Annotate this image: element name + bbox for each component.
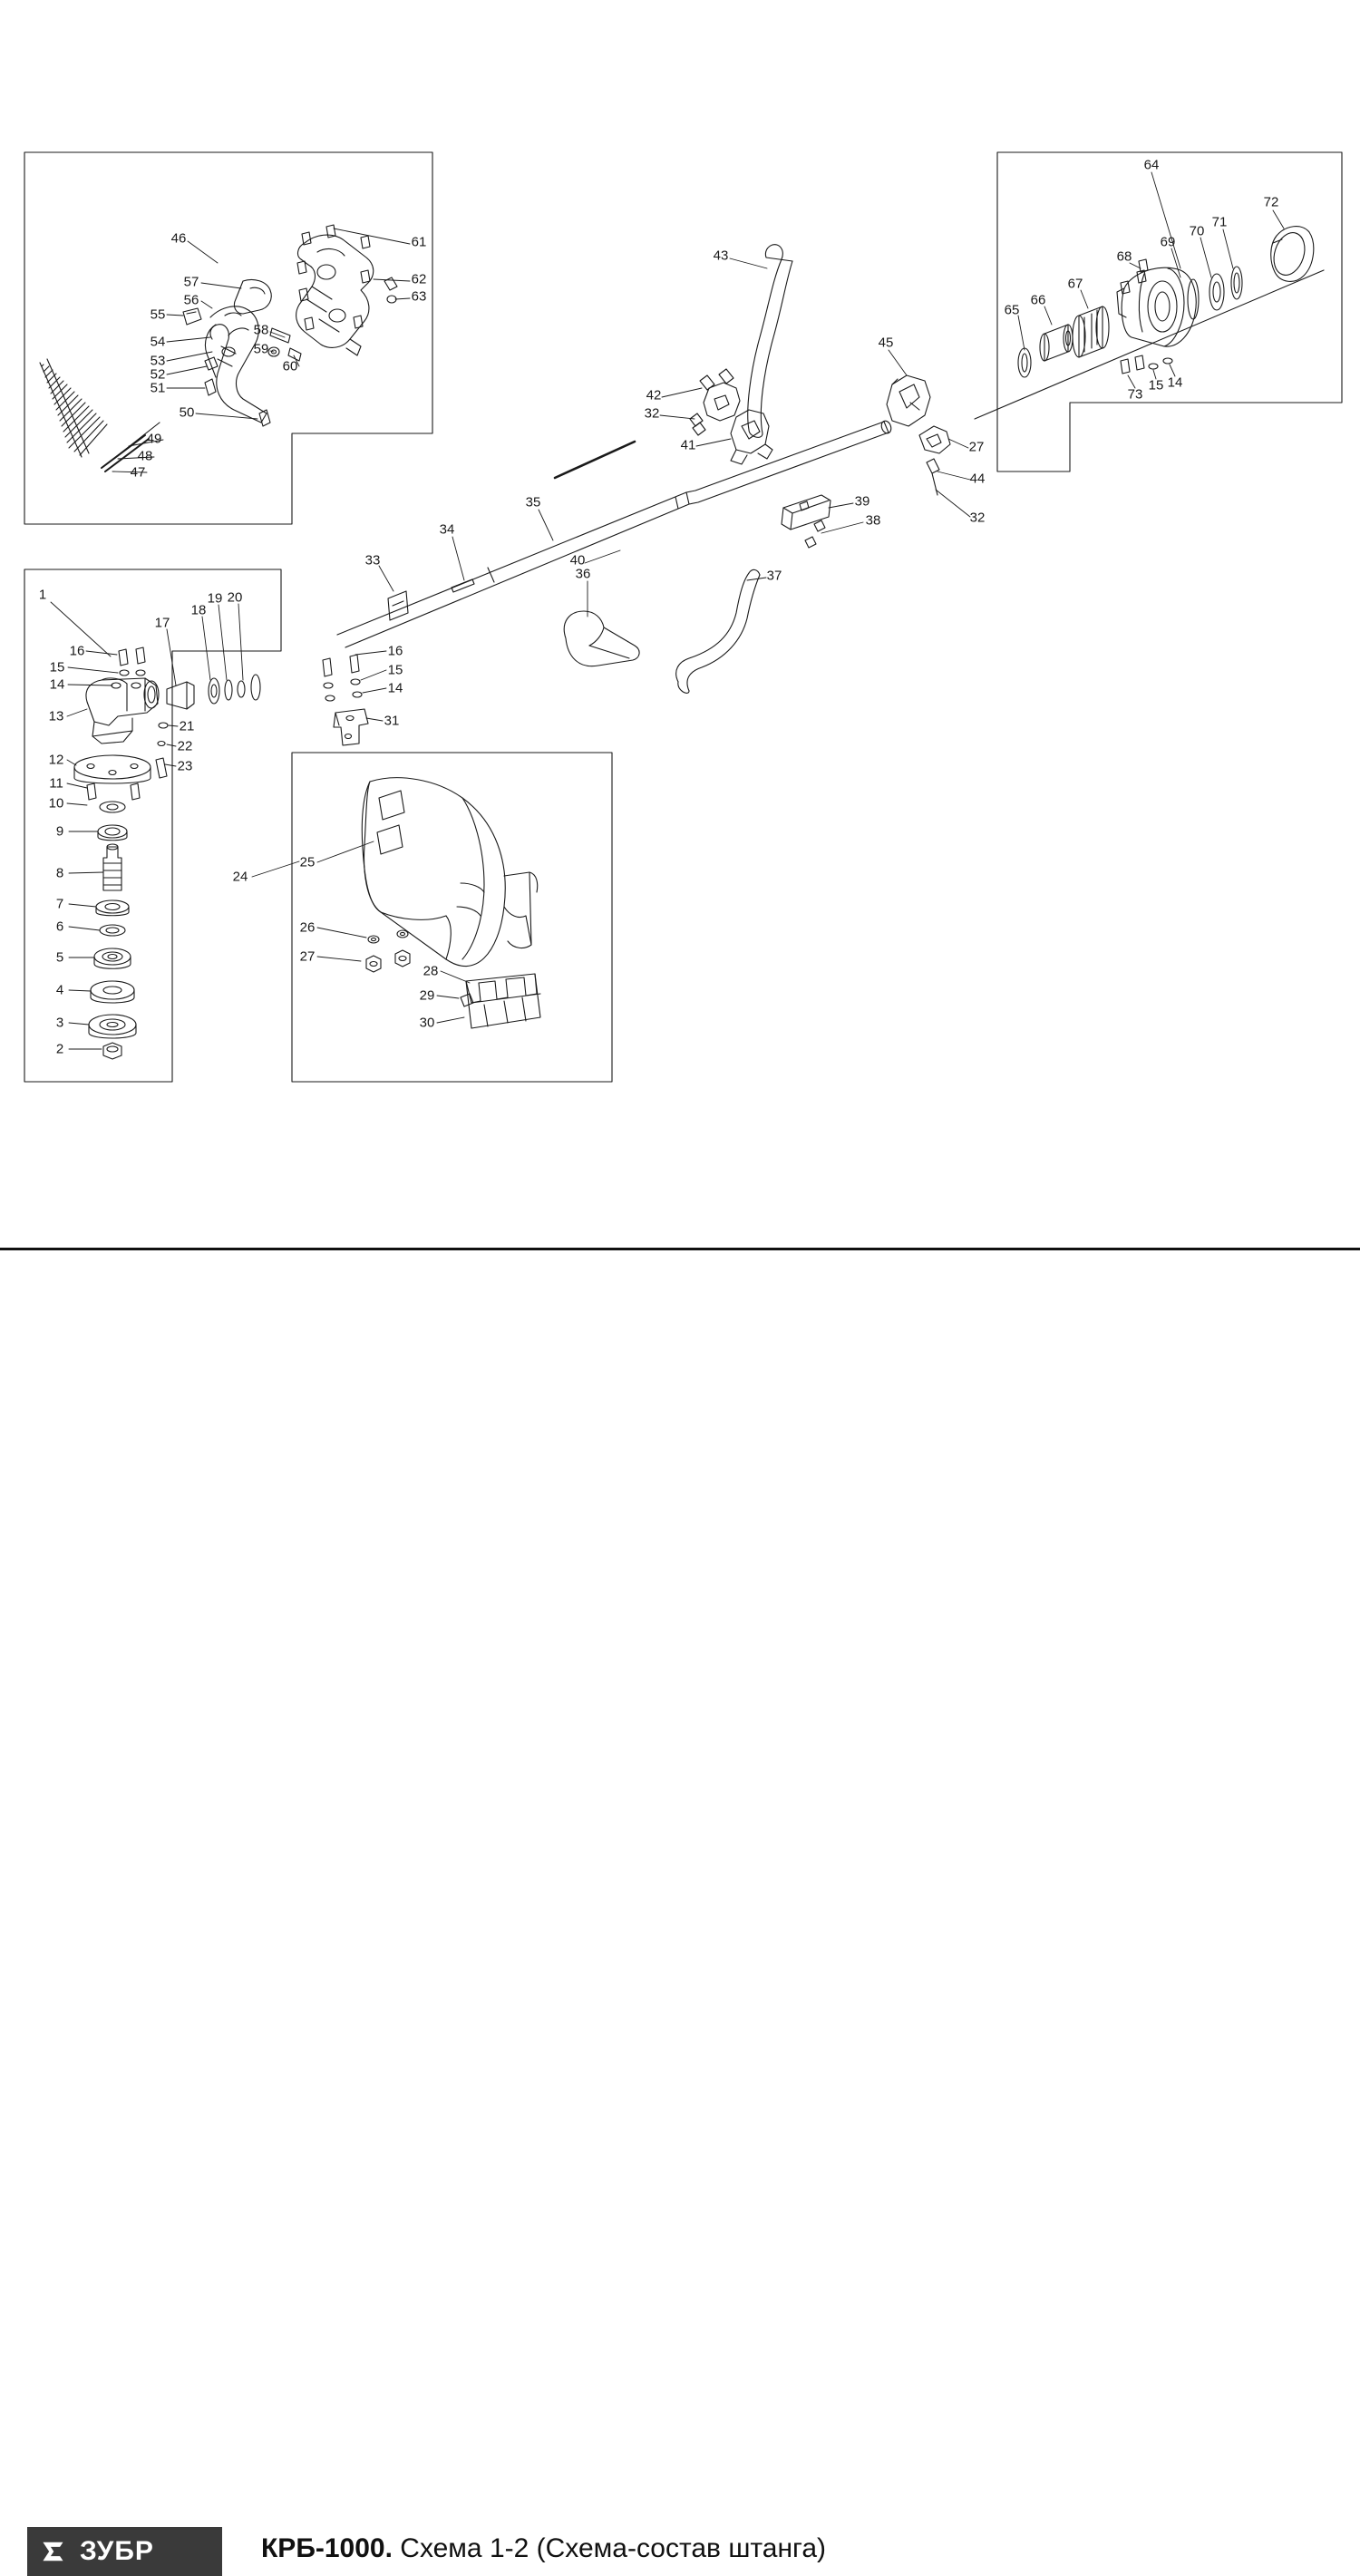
callout-number-24: 24 — [232, 869, 248, 885]
callout-number-68: 68 — [1116, 248, 1132, 265]
shaft-collar-33 — [388, 591, 408, 620]
guard-fasteners-26-27 — [366, 930, 410, 972]
bracket-31 — [334, 709, 368, 745]
callout-number-37: 37 — [766, 568, 782, 584]
shaft-inner-rod — [452, 579, 474, 592]
shaft-8 — [103, 844, 121, 890]
callout-number-67: 67 — [1067, 276, 1083, 292]
handlebar-clamp-41 — [731, 410, 772, 464]
pins-21-22-23 — [156, 723, 168, 778]
callout-number-20: 20 — [227, 589, 243, 606]
callout-number-16a: 16 — [69, 643, 85, 659]
callout-number-59: 59 — [253, 341, 269, 357]
washer-6 — [100, 925, 125, 936]
callout-number-65: 65 — [1004, 302, 1020, 318]
handlebar-37 — [676, 569, 760, 693]
grip-36 — [564, 611, 639, 666]
spring-49 — [40, 359, 107, 457]
washer-19 — [225, 680, 232, 700]
sleeve-66 — [1040, 325, 1073, 361]
callout-number-9: 9 — [55, 823, 64, 840]
callout-number-3: 3 — [55, 1015, 64, 1031]
model-number: КРБ-1000. — [261, 2533, 393, 2563]
gearbox-housing-13 — [86, 678, 159, 744]
callout-number-14a: 14 — [49, 676, 65, 693]
callout-number-33: 33 — [364, 552, 381, 569]
callout-number-10: 10 — [48, 795, 64, 812]
washer-18 — [209, 678, 219, 704]
callout-number-19: 19 — [207, 590, 223, 607]
callout-number-5: 5 — [55, 949, 64, 966]
fasteners-14-16-right — [323, 655, 362, 701]
shaft-line-right — [975, 270, 1324, 419]
callout-number-73: 73 — [1127, 386, 1143, 403]
callout-number-12: 12 — [48, 752, 64, 768]
callout-number-41: 41 — [680, 437, 696, 453]
washer-20 — [238, 675, 260, 700]
callout-number-30: 30 — [419, 1015, 435, 1031]
bearing-70 — [1209, 274, 1224, 310]
callout-number-69: 69 — [1160, 234, 1176, 250]
brand-logo — [27, 2527, 222, 2576]
callout-number-23: 23 — [177, 758, 193, 774]
plate-3 — [89, 1015, 136, 1038]
nut-2 — [103, 1043, 121, 1059]
callout-number-1: 1 — [38, 587, 47, 603]
callout-number-14b: 14 — [387, 680, 403, 696]
brand-name: ЗУБР — [80, 2536, 154, 2566]
callout-number-57: 57 — [183, 274, 199, 290]
coupling-half-27 — [919, 426, 950, 453]
plate-4 — [91, 981, 134, 1003]
fasteners-73-15-14 — [1121, 355, 1172, 374]
callout-number-53: 53 — [150, 353, 166, 369]
screw-29 — [461, 994, 473, 1006]
trigger-57 — [234, 279, 271, 314]
callout-number-18: 18 — [190, 602, 207, 618]
callout-number-32b: 32 — [969, 510, 986, 526]
callout-number-27b: 27 — [968, 439, 985, 455]
callout-number-63: 63 — [411, 288, 427, 305]
callout-number-61: 61 — [411, 234, 427, 250]
callout-number-52: 52 — [150, 366, 166, 383]
callout-number-11: 11 — [49, 775, 63, 792]
callout-number-42: 42 — [646, 387, 662, 403]
callout-number-29: 29 — [419, 987, 435, 1004]
washer-7 — [96, 900, 129, 916]
callout-number-16b: 16 — [387, 643, 403, 659]
main-shaft — [337, 420, 893, 647]
callout-number-40: 40 — [569, 552, 586, 569]
group-box-guard — [292, 753, 612, 1082]
callout-number-71: 71 — [1211, 214, 1228, 230]
coupling-45 — [887, 375, 930, 426]
callout-number-45: 45 — [878, 335, 894, 351]
scheme-subtitle: Схема 1-2 (Схема-состав штанга) — [400, 2533, 827, 2563]
guard-25 — [362, 778, 540, 1028]
callout-number-15b: 15 — [387, 662, 403, 678]
footer — [0, 1250, 1360, 2566]
callout-number-64: 64 — [1143, 157, 1160, 173]
footer-title — [261, 2533, 826, 2564]
callout-number-25: 25 — [299, 854, 316, 870]
clutch-67 — [1073, 306, 1109, 357]
callout-number-62: 62 — [411, 271, 427, 287]
coupler-17 — [167, 682, 194, 709]
callout-number-17: 17 — [154, 615, 170, 631]
zubr-arrow-icon — [40, 2536, 71, 2567]
callout-number-32a: 32 — [644, 405, 660, 422]
callout-number-50: 50 — [179, 404, 195, 421]
washer-10 — [100, 802, 125, 812]
callout-number-48: 48 — [137, 448, 153, 464]
callout-number-38: 38 — [865, 512, 881, 529]
ring-71 — [1231, 267, 1242, 299]
callout-number-26: 26 — [299, 919, 316, 936]
screws-11-10 — [87, 783, 140, 800]
callout-number-14c: 14 — [1167, 374, 1183, 391]
callout-number-56: 56 — [183, 292, 199, 308]
callout-number-4: 4 — [55, 982, 64, 998]
callout-number-28: 28 — [423, 963, 439, 979]
callout-number-54: 54 — [150, 334, 166, 350]
callout-number-27a: 27 — [299, 948, 316, 965]
callout-number-13: 13 — [48, 708, 64, 724]
callout-number-51: 51 — [150, 380, 166, 396]
cap-72 — [1268, 227, 1313, 282]
callout-number-43: 43 — [713, 248, 729, 264]
callout-number-31: 31 — [384, 713, 400, 729]
callout-number-70: 70 — [1189, 223, 1205, 239]
handle-screws-61-63 — [297, 225, 397, 330]
bolt-38 — [805, 520, 825, 548]
callout-number-34: 34 — [439, 521, 455, 538]
callout-number-7: 7 — [55, 896, 64, 912]
callout-number-22: 22 — [177, 738, 193, 754]
leader-lines — [48, 172, 1284, 1049]
callout-number-47: 47 — [130, 464, 146, 481]
callout-number-6: 6 — [55, 919, 64, 935]
callout-number-72: 72 — [1263, 194, 1279, 210]
ring-65 — [1018, 348, 1031, 377]
flange-12 — [74, 755, 151, 783]
fasteners-14-16-left — [112, 647, 145, 688]
callout-number-15c: 15 — [1148, 377, 1164, 394]
callout-number-55: 55 — [150, 306, 166, 323]
callout-number-44: 44 — [969, 471, 986, 487]
callout-number-39: 39 — [854, 493, 870, 510]
callout-number-2: 2 — [55, 1041, 64, 1057]
clamp-bolts-32 — [690, 369, 733, 435]
handlebar-43 — [748, 245, 792, 438]
callout-number-36: 36 — [575, 566, 591, 582]
bolt-44 — [927, 459, 939, 495]
callout-number-49: 49 — [146, 431, 162, 447]
callout-number-46: 46 — [170, 230, 187, 247]
callout-number-58: 58 — [253, 322, 269, 338]
bearing-5 — [94, 948, 131, 968]
bearing-9 — [98, 825, 127, 841]
callout-number-60: 60 — [282, 358, 298, 374]
callout-number-66: 66 — [1030, 292, 1046, 308]
cable-40 — [555, 442, 635, 478]
callout-number-8: 8 — [55, 865, 64, 881]
housing-68 — [1117, 267, 1196, 346]
callout-number-35: 35 — [525, 494, 541, 510]
callout-number-15a: 15 — [49, 659, 65, 676]
callout-number-21: 21 — [179, 718, 195, 734]
lock-56 — [183, 308, 201, 325]
